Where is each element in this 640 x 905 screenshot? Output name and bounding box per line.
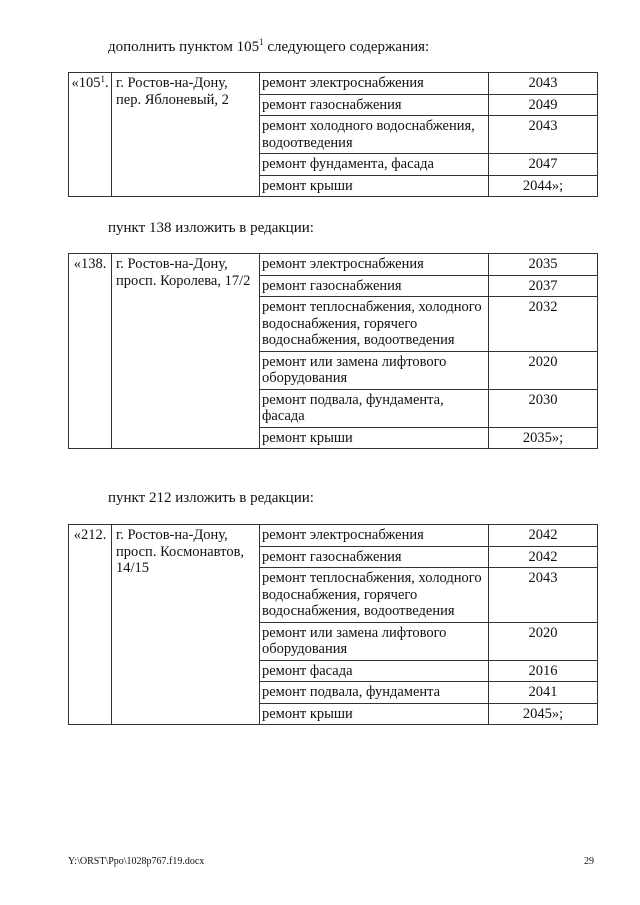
year-cell: 2043 bbox=[489, 73, 598, 95]
year-cell: 2042 bbox=[489, 525, 598, 547]
work-type-cell: ремонт теплоснабжения, холодного водоснабжения, горячего водоснабжения, водоотведения bbox=[260, 568, 489, 623]
intro-superscript: 1 bbox=[259, 37, 264, 47]
year-cell: 2032 bbox=[489, 297, 598, 352]
year-cell: 2042 bbox=[489, 546, 598, 568]
work-type-cell: ремонт крыши bbox=[260, 427, 489, 449]
work-type-cell: ремонт газоснабжения bbox=[260, 94, 489, 116]
year-cell: 2049 bbox=[489, 94, 598, 116]
paragraph-138: пункт 138 изложить в редакции: bbox=[108, 220, 314, 236]
year-cell: 2043 bbox=[489, 116, 598, 154]
item-number-suffix: . bbox=[104, 75, 109, 91]
footer-page-number: 29 bbox=[584, 856, 594, 867]
work-type-cell: ремонт электроснабжения bbox=[260, 73, 489, 95]
year-cell: 2035 bbox=[489, 254, 598, 276]
work-type-cell: ремонт фундамента, фасада bbox=[260, 154, 489, 176]
work-type-cell: ремонт электроснабжения bbox=[260, 254, 489, 276]
item-number-cell bbox=[69, 73, 112, 197]
work-type-cell: ремонт или замена лифтового оборудования bbox=[260, 622, 489, 660]
work-type-cell: ремонт газоснабжения bbox=[260, 275, 489, 297]
year-cell: 2020 bbox=[489, 622, 598, 660]
address-cell: г. Ростов-на-Дону, пер. Яблоневый, 2 bbox=[112, 73, 260, 197]
item-number: «105 bbox=[71, 75, 101, 91]
intro-text: дополнить пунктом 105 bbox=[108, 39, 260, 55]
year-cell: 2045»; bbox=[489, 703, 598, 725]
item-number-cell: «212. bbox=[69, 525, 112, 725]
work-type-cell: ремонт крыши bbox=[260, 175, 489, 197]
footer-file-path: Y:\ORST\Ppo\1028p767.f19.docx bbox=[68, 856, 205, 867]
table-row bbox=[69, 525, 598, 547]
table-row bbox=[69, 73, 598, 95]
work-type-cell: ремонт или замена лифтового оборудования bbox=[260, 351, 489, 389]
year-cell: 2041 bbox=[489, 682, 598, 704]
amendment-table-212 bbox=[68, 524, 598, 725]
intro-paragraph bbox=[108, 38, 429, 56]
intro-suffix: следующего содержания: bbox=[263, 39, 430, 55]
work-type-cell: ремонт подвала, фундамента, фасада bbox=[260, 389, 489, 427]
amendment-table-138 bbox=[68, 253, 598, 449]
year-cell: 2047 bbox=[489, 154, 598, 176]
address-cell: г. Ростов-на-Дону, просп. Королева, 17/2 bbox=[112, 254, 260, 449]
year-cell: 2044»; bbox=[489, 175, 598, 197]
work-type-cell: ремонт теплоснабжения, холодного водоснабжения, горячего водоснабжения, водоотведения bbox=[260, 297, 489, 352]
year-cell: 2030 bbox=[489, 389, 598, 427]
work-type-cell: ремонт холодного водоснабжения, водоотведения bbox=[260, 116, 489, 154]
year-cell: 2043 bbox=[489, 568, 598, 623]
work-type-cell: ремонт газоснабжения bbox=[260, 546, 489, 568]
year-cell: 2020 bbox=[489, 351, 598, 389]
year-cell: 2035»; bbox=[489, 427, 598, 449]
paragraph-212: пункт 212 изложить в редакции: bbox=[108, 490, 314, 506]
year-cell: 2016 bbox=[489, 660, 598, 682]
item-number-superscript: 1 bbox=[100, 74, 105, 84]
year-cell: 2037 bbox=[489, 275, 598, 297]
amendment-table-105 bbox=[68, 72, 598, 197]
address-cell: г. Ростов-на-Дону, просп. Космонавтов, 14/15 bbox=[112, 525, 260, 725]
work-type-cell: ремонт крыши bbox=[260, 703, 489, 725]
item-number-cell: «138. bbox=[69, 254, 112, 449]
work-type-cell: ремонт фасада bbox=[260, 660, 489, 682]
work-type-cell: ремонт подвала, фундамента bbox=[260, 682, 489, 704]
work-type-cell: ремонт электроснабжения bbox=[260, 525, 489, 547]
table-row bbox=[69, 254, 598, 276]
